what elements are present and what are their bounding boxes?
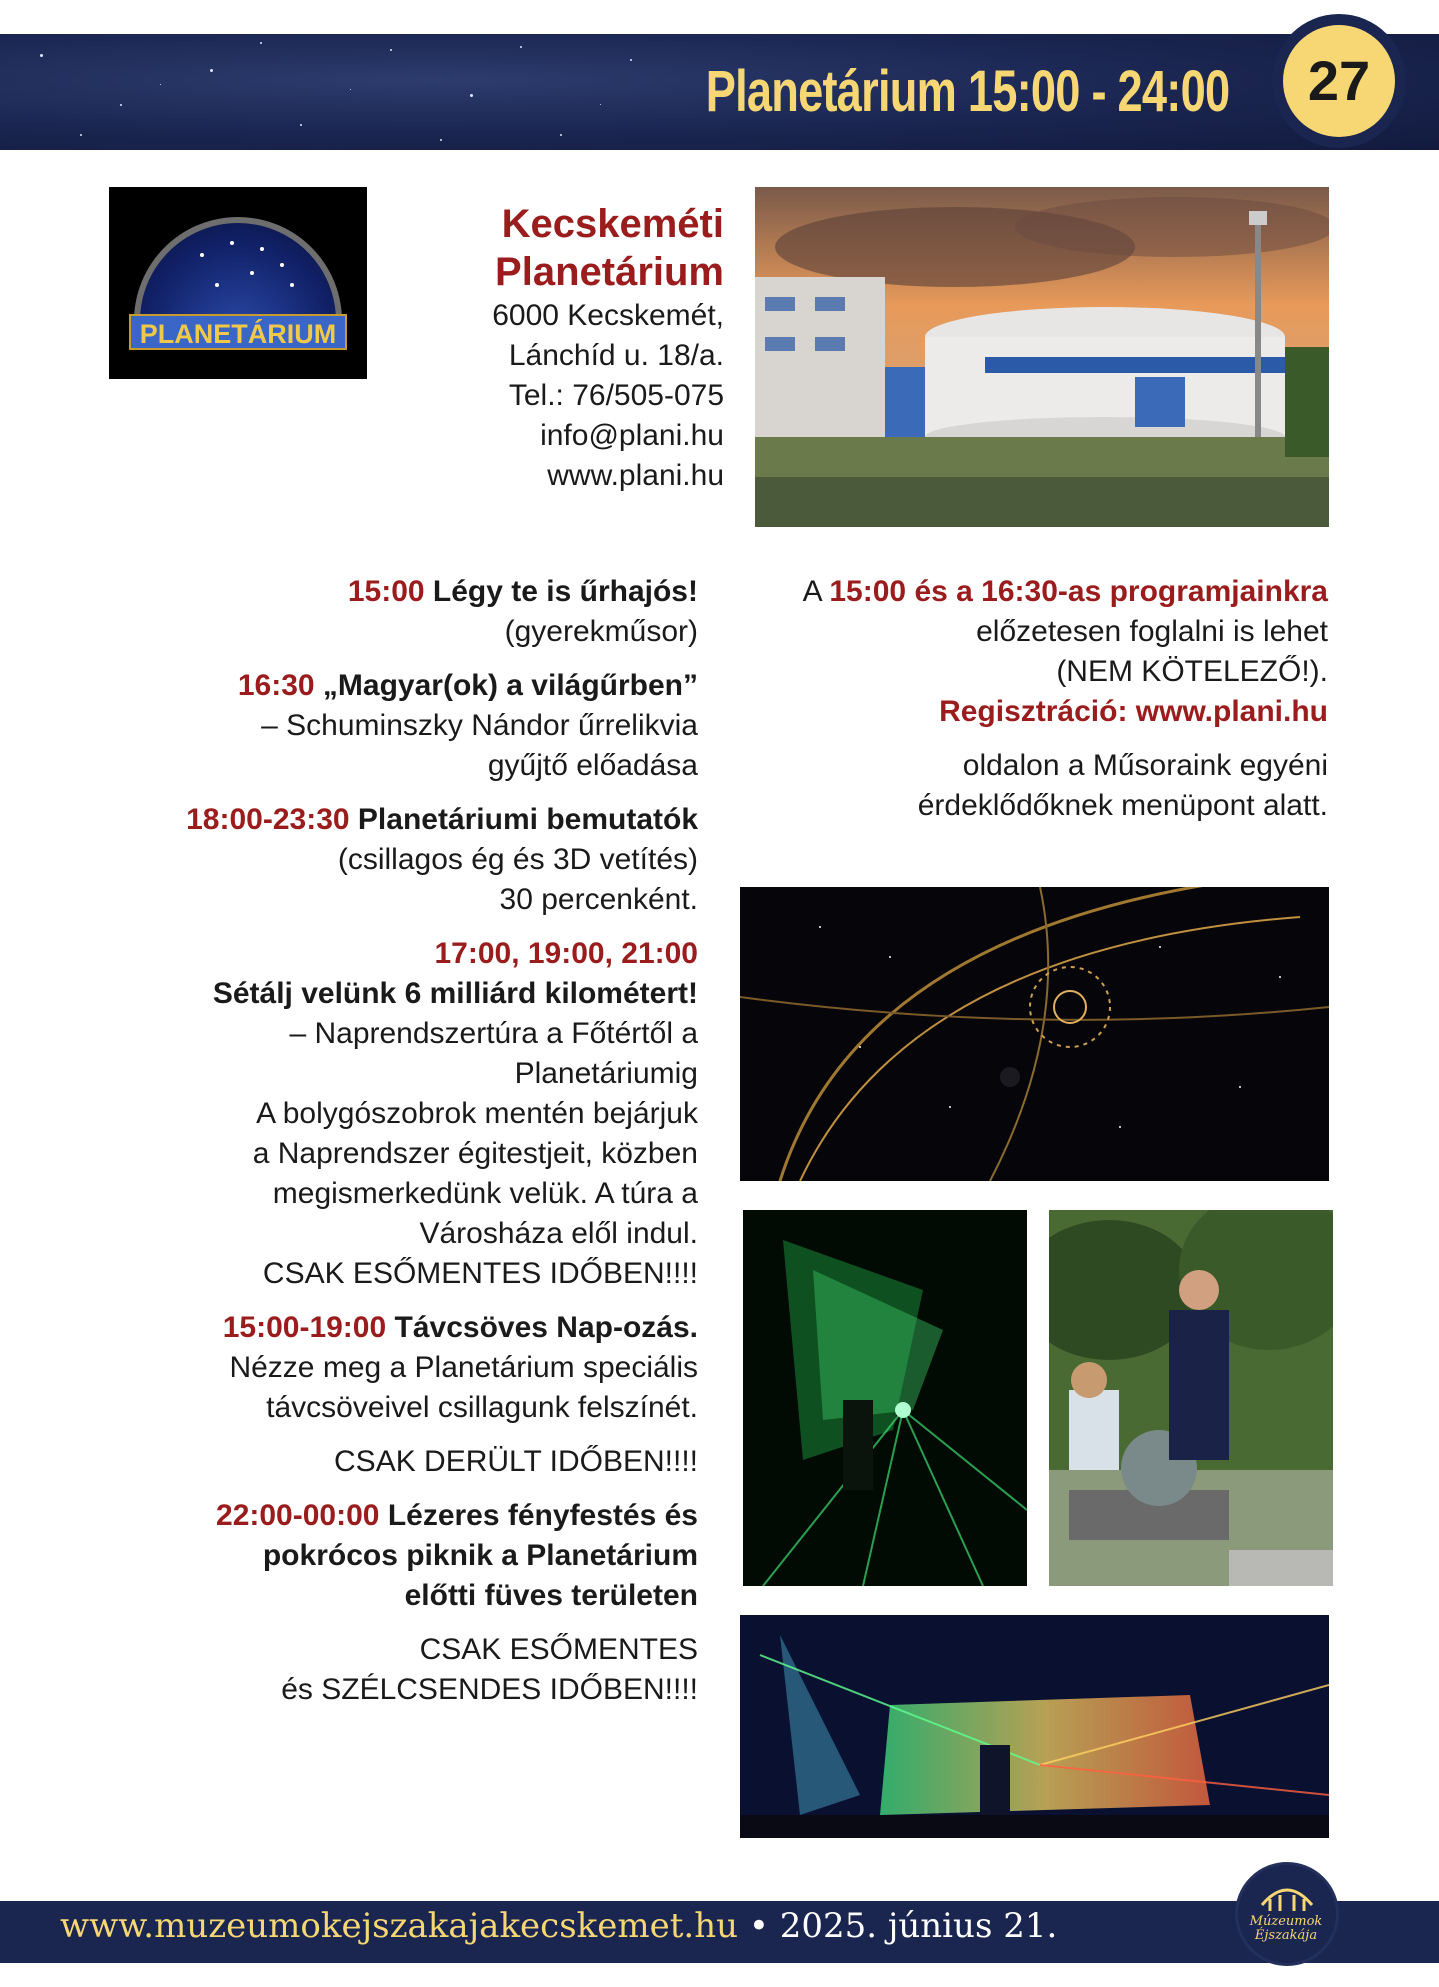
- program-note: CSAK DERÜLT IDŐBEN!!!!: [334, 1445, 698, 1478]
- venue-address-2: Lánchíd u. 18/a.: [508, 339, 724, 372]
- program-desc: (gyerekműsor): [504, 615, 698, 648]
- program-desc: gyűjtő előadása: [487, 749, 698, 782]
- planetarium-logo: [109, 187, 367, 379]
- program-item: [98, 800, 698, 920]
- program-note: CSAK ESŐMENTES: [419, 1633, 698, 1666]
- program-desc: távcsöveivel csillagunk felszínét.: [266, 1391, 698, 1424]
- program-title: pokrócos piknik a Planetárium: [262, 1539, 698, 1572]
- venue-website[interactable]: www.plani.hu: [547, 459, 724, 492]
- program-item: [98, 666, 698, 786]
- program-title: Lézeres fényfestés és: [387, 1499, 698, 1532]
- booking-highlight: 15:00 és a 16:30-as programjainkra: [829, 575, 1328, 608]
- sculpture-photo: [1049, 1210, 1333, 1586]
- program-time: 18:00-23:30: [186, 803, 350, 836]
- program-title: „Magyar(ok) a világűrben”: [322, 669, 698, 702]
- booking-info: [728, 572, 1328, 826]
- building-photo: [755, 187, 1329, 527]
- program-desc: 30 percenként.: [499, 883, 698, 916]
- program-item: [98, 1496, 698, 1710]
- program-time: 15:00: [347, 575, 425, 608]
- page-title: Planetárium 15:00 - 24:00: [705, 59, 1229, 124]
- footer-separator: •: [738, 1906, 780, 1946]
- program-item: [98, 572, 698, 652]
- program-time: 22:00-00:00: [216, 1499, 380, 1532]
- venue-name-line1: Kecskeméti: [501, 202, 724, 246]
- program-desc: – Naprendszertúra a Főtértől a: [289, 1017, 698, 1050]
- dome-projection-photo: [740, 887, 1329, 1181]
- program-desc: (csillagos ég és 3D vetítés): [337, 843, 698, 876]
- program-desc: megismerkedünk velük. A túra a: [272, 1177, 698, 1210]
- booking-text: érdeklődőknek menüpont alatt.: [917, 789, 1328, 822]
- program-note: és SZÉLCSENDES IDŐBEN!!!!: [281, 1673, 698, 1706]
- program-note: CSAK ESŐMENTES IDŐBEN!!!!: [262, 1257, 698, 1290]
- program-item: [98, 1308, 698, 1482]
- program-time: 16:30: [237, 669, 315, 702]
- logo-line2: Éjszakája: [1254, 1928, 1318, 1943]
- program-desc: – Schuminszky Nándor űrrelikvia: [261, 709, 698, 742]
- footer-text: [60, 1906, 1057, 1946]
- program-list: [98, 572, 698, 1724]
- venue-address-1: 6000 Kecskemét,: [492, 299, 724, 332]
- program-desc: A bolygószobrok mentén bejárjuk: [256, 1097, 698, 1130]
- museum-icon: [1238, 1865, 1336, 1915]
- venue-info: [344, 200, 724, 496]
- program-title: Planetáriumi bemutatók: [357, 803, 698, 836]
- booking-text: (NEM KÖTELEZŐ!).: [1056, 655, 1328, 688]
- venue-name-line2: Planetárium: [495, 250, 724, 294]
- program-title: Távcsöves Nap-ozás.: [394, 1311, 698, 1344]
- footer-url[interactable]: www.muzeumokejszakajakecskemet.hu: [60, 1906, 739, 1946]
- program-title: Sétálj velünk 6 milliárd kilométert!: [212, 977, 698, 1010]
- registration-link[interactable]: Regisztráció: www.plani.hu: [939, 695, 1328, 728]
- booking-prefix: A: [802, 575, 830, 608]
- venue-email[interactable]: info@plani.hu: [540, 419, 724, 452]
- program-item: [98, 934, 698, 1294]
- logo-wordmark: PLANETÁRIUM: [129, 314, 347, 350]
- booking-text: előzetesen foglalni is lehet: [976, 615, 1328, 648]
- booking-text: oldalon a Műsoraink egyéni: [962, 749, 1328, 782]
- program-time: 15:00-19:00: [222, 1311, 387, 1344]
- green-laser-photo: [743, 1210, 1027, 1586]
- program-desc: a Naprendszer égitestjeit, közben: [252, 1137, 698, 1170]
- program-desc: Nézze meg a Planetárium speciális: [229, 1351, 698, 1384]
- page-number: 27: [1283, 25, 1395, 137]
- museum-night-logo-text: [1237, 1915, 1335, 1943]
- footer-date: 2025. június 21.: [779, 1906, 1058, 1946]
- program-desc: Planetáriumig: [514, 1057, 698, 1090]
- program-desc: Városháza elől indul.: [419, 1217, 698, 1250]
- logo-line1: Múzeumok: [1249, 1914, 1323, 1929]
- venue-phone: Tel.: 76/505-075: [508, 379, 724, 412]
- program-title: előtti füves területen: [404, 1579, 698, 1612]
- program-time: 17:00, 19:00, 21:00: [434, 937, 698, 970]
- program-title: Légy te is űrhajós!: [432, 575, 698, 608]
- laser-show-photo: [740, 1615, 1329, 1838]
